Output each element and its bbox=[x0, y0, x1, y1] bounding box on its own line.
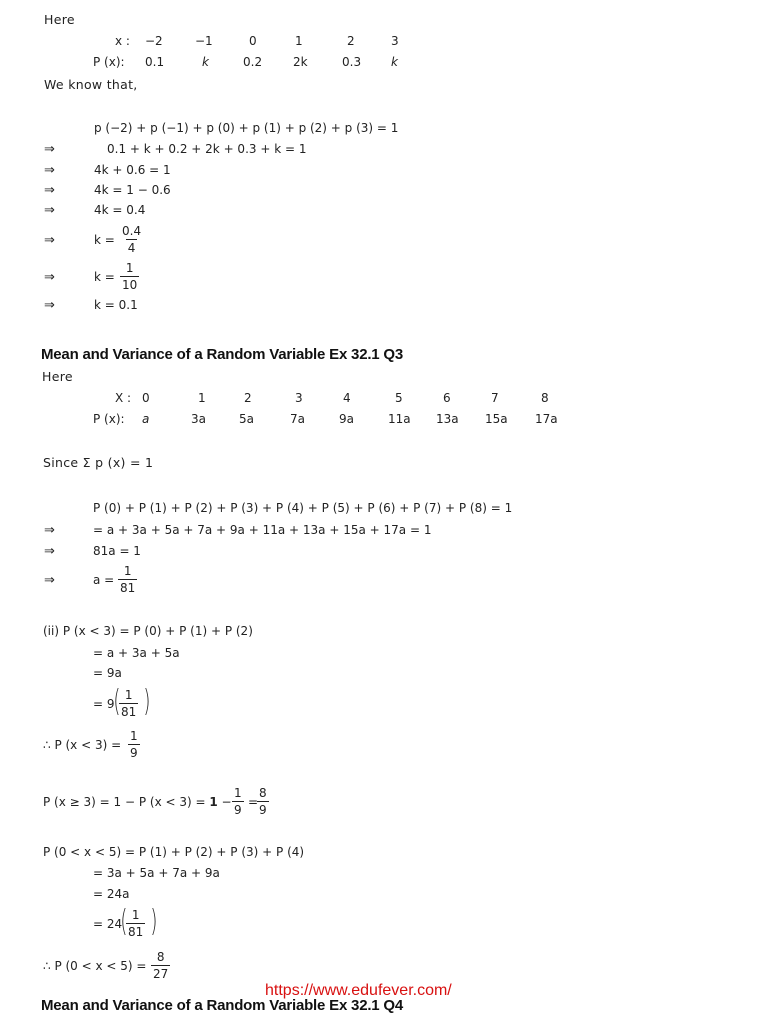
fraction-denominator: 9 bbox=[130, 746, 138, 760]
p-value: 0.3 bbox=[342, 55, 362, 69]
x-value: 0 bbox=[249, 34, 257, 48]
equation: ∴ P (x < 3) = bbox=[43, 738, 122, 752]
x-row-label: X : bbox=[115, 391, 132, 405]
implies-icon: ⇒ bbox=[44, 233, 55, 248]
equation: p (−2) + p (−1) + p (0) + p (1) + p (2) + p (3) = 1 bbox=[94, 121, 399, 135]
implies-icon: ⇒ bbox=[44, 544, 55, 559]
x-value: 2 bbox=[347, 34, 355, 48]
fraction-numerator: 1 bbox=[123, 564, 132, 578]
equation: 4k + 0.6 = 1 bbox=[94, 163, 171, 177]
fraction-denominator: 81 bbox=[128, 925, 144, 939]
x-value: 5 bbox=[395, 391, 403, 405]
fraction-numerator: 0.4 bbox=[122, 224, 142, 238]
equation: k = bbox=[94, 233, 115, 247]
x-value: 6 bbox=[443, 391, 451, 405]
here-label-2: Here bbox=[42, 369, 73, 384]
fraction bbox=[126, 909, 145, 938]
equation: = a + 3a + 5a bbox=[93, 646, 180, 660]
fraction bbox=[232, 787, 244, 816]
x-row-label: x : bbox=[115, 34, 130, 48]
p-value: 0.1 bbox=[145, 55, 165, 69]
implies-icon: ⇒ bbox=[44, 183, 55, 198]
x-value: −2 bbox=[145, 34, 163, 48]
fraction-numerator: 8 bbox=[259, 786, 267, 800]
equation: 0.1 + k + 0.2 + 2k + 0.3 + k = 1 bbox=[107, 142, 307, 156]
p-value: 2k bbox=[293, 55, 308, 69]
implies-icon: ⇒ bbox=[44, 573, 55, 588]
equation: a = bbox=[93, 573, 115, 587]
equation: 4k = 0.4 bbox=[94, 203, 146, 217]
equation: = 9a bbox=[93, 666, 122, 680]
section-heading-q4: Mean and Variance of a Random Variable Ex 32.1 Q4 bbox=[41, 997, 404, 1014]
fraction-numerator: 1 bbox=[131, 908, 140, 922]
x-value: 2 bbox=[244, 391, 252, 405]
fraction bbox=[257, 787, 269, 816]
x-value: 1 bbox=[198, 391, 206, 405]
equation: P (0 < x < 5) = P (1) + P (2) + P (3) + P (4) bbox=[43, 845, 305, 859]
fraction-numerator: 1 bbox=[234, 786, 242, 800]
x-value: 3 bbox=[295, 391, 303, 405]
p-value: k bbox=[202, 55, 209, 69]
we-know-that: We know that, bbox=[44, 77, 138, 92]
fraction-denominator: 4 bbox=[127, 241, 136, 255]
p-value: a bbox=[142, 412, 150, 426]
equation bbox=[43, 796, 232, 808]
fraction bbox=[120, 262, 139, 291]
fraction-denominator: 81 bbox=[121, 705, 137, 719]
fraction-denominator: 27 bbox=[153, 967, 169, 981]
equation-part: − bbox=[217, 795, 232, 809]
equation: k = 0.1 bbox=[94, 298, 138, 312]
p-row-label: P (x): bbox=[93, 55, 125, 69]
x-value: 3 bbox=[391, 34, 399, 48]
right-paren: ) bbox=[150, 904, 158, 939]
p-row-label: P (x): bbox=[93, 412, 125, 426]
equation: = 24 bbox=[93, 917, 123, 931]
x-value: 7 bbox=[491, 391, 499, 405]
equation: (ii) P (x < 3) = P (0) + P (1) + P (2) bbox=[43, 624, 253, 638]
left-paren: ( bbox=[113, 684, 121, 719]
equation: 4k = 1 − 0.6 bbox=[94, 183, 171, 197]
section-heading-q3: Mean and Variance of a Random Variable Ex 32.1 Q3 bbox=[41, 346, 404, 363]
fraction-numerator: 1 bbox=[124, 688, 133, 702]
x-value: 8 bbox=[541, 391, 549, 405]
implies-icon: ⇒ bbox=[44, 270, 55, 285]
equation: ∴ P (0 < x < 5) = bbox=[43, 959, 147, 973]
fraction bbox=[120, 225, 143, 254]
p-value: 11a bbox=[388, 412, 411, 426]
implies-icon: ⇒ bbox=[44, 523, 55, 538]
equation: = 3a + 5a + 7a + 9a bbox=[93, 866, 220, 880]
equation: 81a = 1 bbox=[93, 544, 141, 558]
implies-icon: ⇒ bbox=[44, 298, 55, 313]
p-value: 5a bbox=[239, 412, 254, 426]
fraction bbox=[118, 565, 137, 594]
equation: = 24a bbox=[93, 887, 130, 901]
x-value: 0 bbox=[142, 391, 150, 405]
implies-icon: ⇒ bbox=[44, 163, 55, 178]
p-value: 0.2 bbox=[243, 55, 263, 69]
x-value: 4 bbox=[343, 391, 351, 405]
fraction-denominator: 9 bbox=[259, 803, 267, 817]
equation: = 9 bbox=[93, 697, 115, 711]
p-value: 9a bbox=[339, 412, 354, 426]
since-sum: Since Σ p (x) = 1 bbox=[43, 455, 154, 470]
fraction-numerator: 1 bbox=[130, 729, 138, 743]
x-value: −1 bbox=[195, 34, 213, 48]
source-url-link[interactable]: https://www.edufever.com/ bbox=[265, 982, 452, 999]
left-paren: ( bbox=[120, 904, 128, 939]
p-value: 13a bbox=[436, 412, 459, 426]
equation: P (0) + P (1) + P (2) + P (3) + P (4) + P (5) + P (6) + P (7) + P (8) = 1 bbox=[93, 501, 513, 515]
fraction bbox=[151, 951, 170, 980]
p-value: 15a bbox=[485, 412, 508, 426]
fraction-denominator: 10 bbox=[122, 278, 138, 292]
p-value: 7a bbox=[290, 412, 305, 426]
x-value: 1 bbox=[295, 34, 303, 48]
p-value: 3a bbox=[191, 412, 206, 426]
equation: = a + 3a + 5a + 7a + 9a + 11a + 13a + 15a + 17a = 1 bbox=[93, 523, 432, 537]
fraction-denominator: 81 bbox=[120, 581, 136, 595]
equation-part: 1 bbox=[209, 795, 218, 809]
fraction-numerator: 1 bbox=[125, 261, 134, 275]
here-label-1: Here bbox=[44, 12, 75, 27]
p-value: 17a bbox=[535, 412, 558, 426]
fraction-denominator: 9 bbox=[234, 803, 242, 817]
fraction-numerator: 8 bbox=[156, 950, 165, 964]
p-value: k bbox=[391, 55, 398, 69]
fraction bbox=[119, 689, 138, 718]
implies-icon: ⇒ bbox=[44, 203, 55, 218]
implies-icon: ⇒ bbox=[44, 142, 55, 157]
fraction bbox=[128, 730, 140, 759]
equation-part: P (x ≥ 3) = 1 − P (x < 3) = bbox=[43, 795, 210, 809]
equals-sign: = bbox=[248, 795, 259, 809]
equation: k = bbox=[94, 270, 115, 284]
right-paren: ) bbox=[143, 684, 151, 719]
